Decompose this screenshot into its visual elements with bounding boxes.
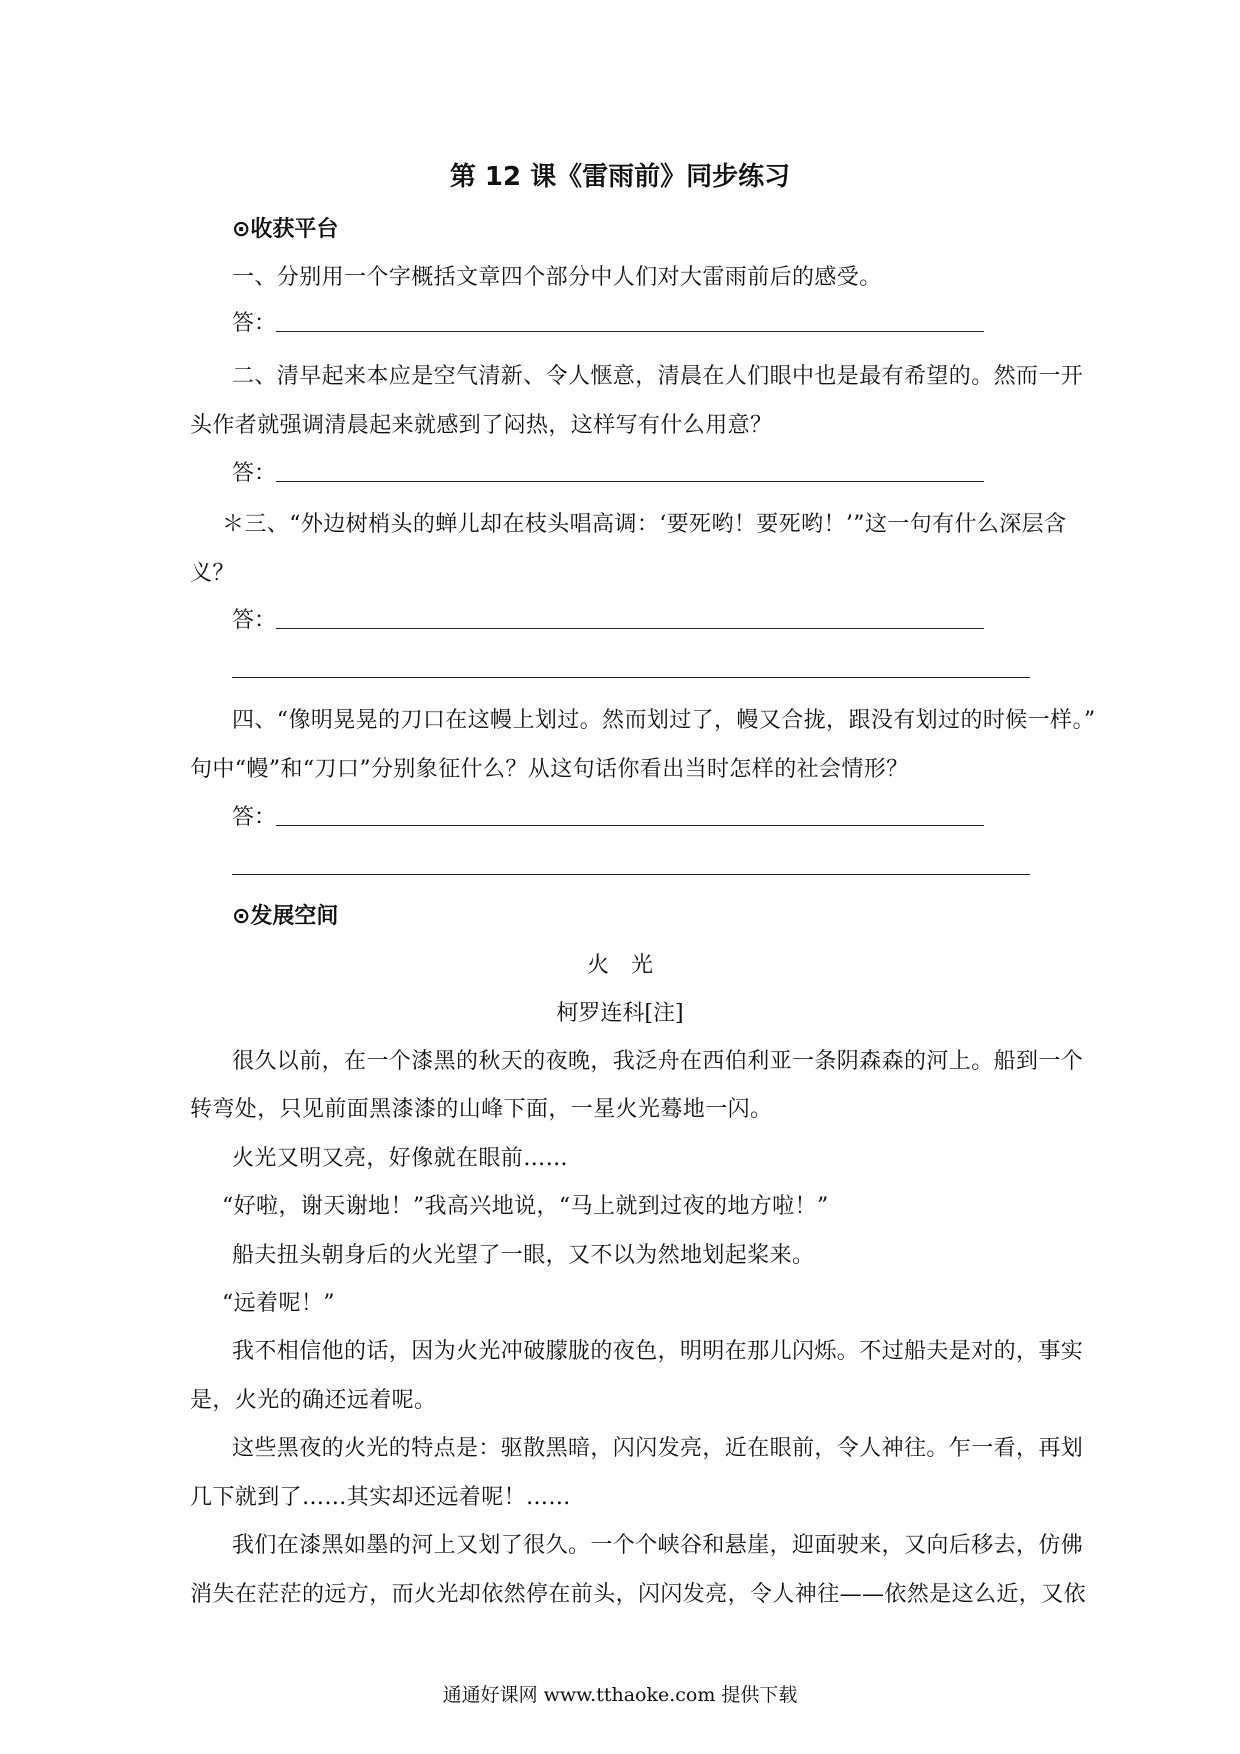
paragraph-6-line-1: 我不相信他的话，因为火光冲破朦胧的夜色，明明在那儿闪烁。不过船夫是对的，事实	[232, 1339, 1084, 1364]
paragraph-6-line-2: 是，火光的确还远着呢。	[190, 1388, 437, 1413]
question-4-line-2: 句中“幔”和“刀口”分别象征什么？从这句话你看出当时怎样的社会情形？	[190, 757, 909, 782]
paragraph-5: “远着呢！”	[222, 1291, 335, 1316]
page-footer: 通通好课网 www.tthaoke.com 提供下载	[442, 1684, 798, 1706]
question-2-line-1: 二、清早起来本应是空气清新、令人惬意，清晨在人们眼中也是最有希望的。然而一开	[232, 364, 1084, 389]
paragraph-1-line-2: 转弯处，只见前面黑漆漆的山峰下面，一星火光蓦地一闪。	[190, 1097, 773, 1122]
answer-label: 答：	[232, 461, 277, 486]
paragraph-4: 船夫扭头朝身后的火光望了一眼，又不以为然地划起桨来。	[232, 1243, 815, 1268]
answer-line	[232, 677, 1030, 678]
paragraph-2: 火光又明又亮，好像就在眼前……	[232, 1146, 569, 1171]
question-4-line-1: 四、“像明晃晃的刀口在这幔上划过。然而划过了，幔又合拢，跟没有划过的时候一样。”	[232, 708, 1096, 733]
paragraph-7-line-1: 这些黑夜的火光的特点是：驱散黑暗，闪闪发亮，近在眼前，令人神往。乍一看，再划	[232, 1436, 1084, 1461]
story-author: 柯罗连科[注]	[556, 1001, 684, 1026]
question-3-line-1: ＊三、“外边树梢头的蝉儿却在枝头唱高调：‘要死哟！要死哟！’”这一句有什么深层含	[222, 512, 1067, 537]
answer-label: 答：	[232, 608, 277, 633]
paragraph-3: “好啦，谢天谢地！”我高兴地说，“马上就到过夜的地方啦！”	[222, 1194, 829, 1219]
question-3-line-2: 义？	[190, 561, 235, 586]
answer-line	[276, 331, 984, 332]
answer-label: 答：	[232, 805, 277, 830]
document-title: 第 12 课《雷雨前》同步练习	[449, 162, 791, 192]
answer-line	[276, 481, 984, 482]
paragraph-1-line-1: 很久以前，在一个漆黑的秋天的夜晚，我泛舟在西伯利亚一条阴森森的河上。船到一个	[232, 1049, 1084, 1074]
section-heading-harvest: ⊙收获平台	[232, 217, 339, 242]
section-heading-development: ⊙发展空间	[232, 904, 339, 929]
story-title: 火 光	[586, 953, 653, 978]
answer-line	[276, 628, 984, 629]
paragraph-7-line-2: 几下就到了……其实却还远着呢！……	[190, 1485, 571, 1510]
answer-line	[276, 825, 984, 826]
question-1: 一、分别用一个字概括文章四个部分中人们对大雷雨前后的感受。	[232, 265, 882, 290]
answer-line	[232, 874, 1030, 875]
answer-label: 答：	[232, 311, 277, 336]
paragraph-8-line-2: 消失在茫茫的远方，而火光却依然停在前头，闪闪发亮，令人神往——依然是这么近，又依	[190, 1582, 1087, 1607]
paragraph-8-line-1: 我们在漆黑如墨的河上又划了很久。一个个峡谷和悬崖，迎面驶来，又向后移去，仿佛	[232, 1533, 1084, 1558]
question-2-line-2: 头作者就强调清晨起来就感到了闷热，这样写有什么用意？	[190, 413, 773, 438]
